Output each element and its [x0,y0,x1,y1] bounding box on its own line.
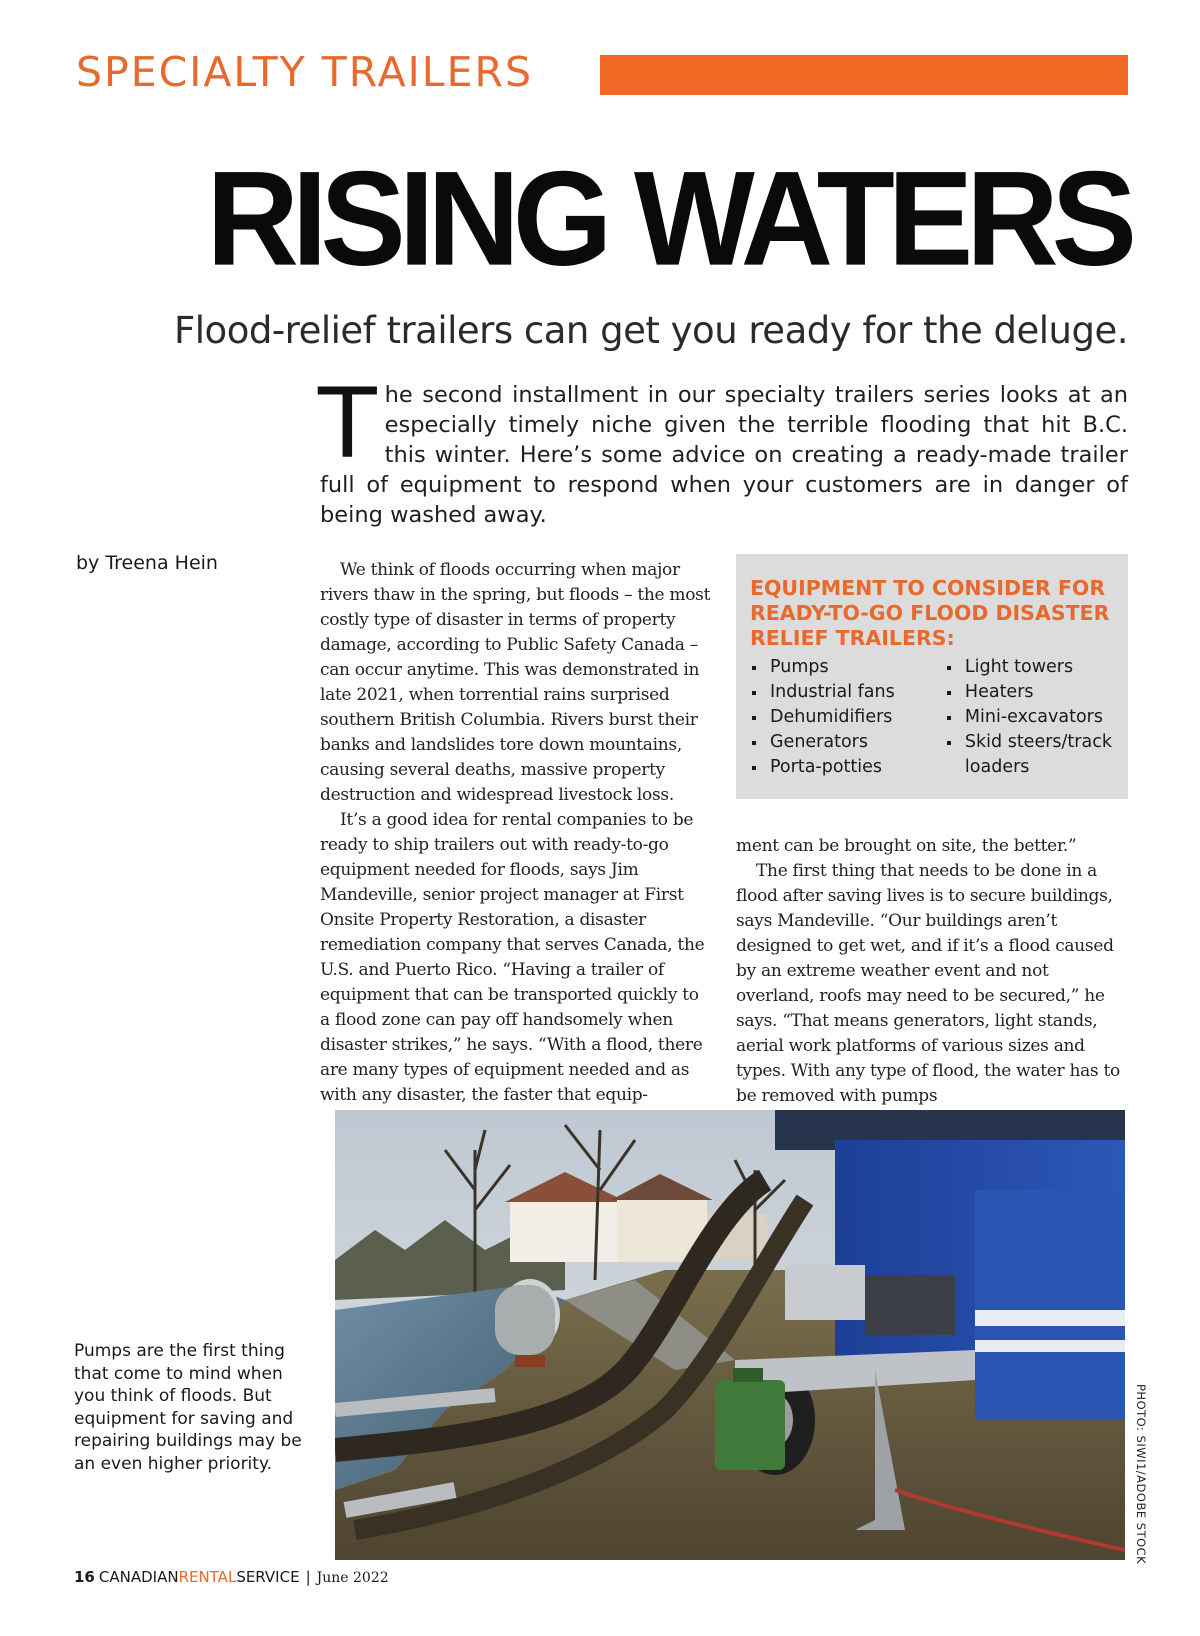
article-intro [318,368,1128,530]
intro-text: he second installment in our specialty trailers series looks at an especially timely niche given the terrible flooding that hit B.C. this winter. Here’s some advice on creating a ready-made trailer full of equipment to respond when your customers are in danger of being washed away. [320,382,1128,528]
magazine-name-part2: RENTAL [178,1568,237,1586]
flood-pump-photo [335,1110,1125,1560]
page-footer [74,1568,389,1586]
sidebar-list-item: Mini-excavators [945,705,1114,730]
sidebar-title: EQUIPMENT TO CONSIDER FOR READY-TO-GO FLOOD DISASTER RELIEF TRAILERS: [750,576,1110,650]
section-accent-bar [600,55,1128,95]
footer-separator: | [305,1568,311,1586]
body-paragraph: It’s a good idea for rental companies to be ready to ship trailers out with ready-to-go equipment needed for floods, says Jim Mandeville, senior project manager at First Onsite Property Restoration, a disaster remediation company that serves Canada, the U.S. and Puerto Rico. “Having a trailer of equipment that can be transported quickly to a flood zone can pay off handsomely when disaster strikes,” he says. “With a flood, there are many types of equipment needed and as with any disaster, the faster that equip- [320,810,705,1105]
issue-date: June 2022 [316,1570,389,1586]
sidebar-list-item: Heaters [945,680,1114,705]
magazine-name-part3: SERVICE [236,1568,300,1586]
sidebar-list-item: Skid steers/track loaders [945,730,1114,780]
sidebar-list-item: Industrial fans [750,680,945,705]
body-paragraph: The first thing that needs to be done in a flood after saving lives is to secure buildings, says Mandeville. “Our buildings aren’t designed to get wet, and if it’s a flood caused by an extreme weather event and not overland, roofs may need to be secured,” he says. “That means generators, light stands, aerial work platforms of various sizes and types. With any type of flood, the water has to be removed with pumps [736,861,1120,1106]
body-paragraph: We think of floods occurring when major rivers thaw in the spring, but floods – the most costly type of disaster in terms of property damage, according to Public Safety Canada – can occur anytime. This was demonstrated in late 2021, when torrential rains surprised southern British Columbia. Rivers burst their banks and landslides tore down mountains, causing several deaths, massive property destruction and widespread livestock loss. [320,560,711,805]
section-label: SPECIALTY TRAILERS [76,48,534,96]
equipment-sidebar [736,554,1128,799]
sidebar-list-item: Pumps [750,655,945,680]
sidebar-list-item: Generators [750,730,945,755]
article-headline: RISING WATERS [206,143,1130,295]
page-number: 16 [74,1568,95,1586]
sidebar-list-item: Dehumidifiers [750,705,945,730]
photo-credit: PHOTO: SIWI1/ADOBE STOCK [1134,1384,1148,1565]
body-paragraph: ment can be brought on site, the better.” [736,836,1077,856]
photo-illustration [335,1110,1125,1560]
magazine-name-part1: CANADIAN [98,1568,179,1586]
photo-caption: Pumps are the first thing that come to mind when you think of floods. But equipment for saving and repairing buildings may be an even higher priority. [74,1341,302,1474]
sidebar-lists [750,655,1114,780]
sidebar-list-right [945,655,1114,780]
sidebar-list-item: Porta-potties [750,755,945,780]
sidebar-list-left [750,655,945,780]
sidebar-list-item: Light towers [945,655,1114,680]
body-column-1 [320,558,712,1108]
byline: by Treena Hein [76,552,218,574]
drop-cap: T [318,368,377,480]
body-column-2 [736,834,1128,1109]
article-deck: Flood-relief trailers can get you ready for the deluge. [174,309,1128,352]
